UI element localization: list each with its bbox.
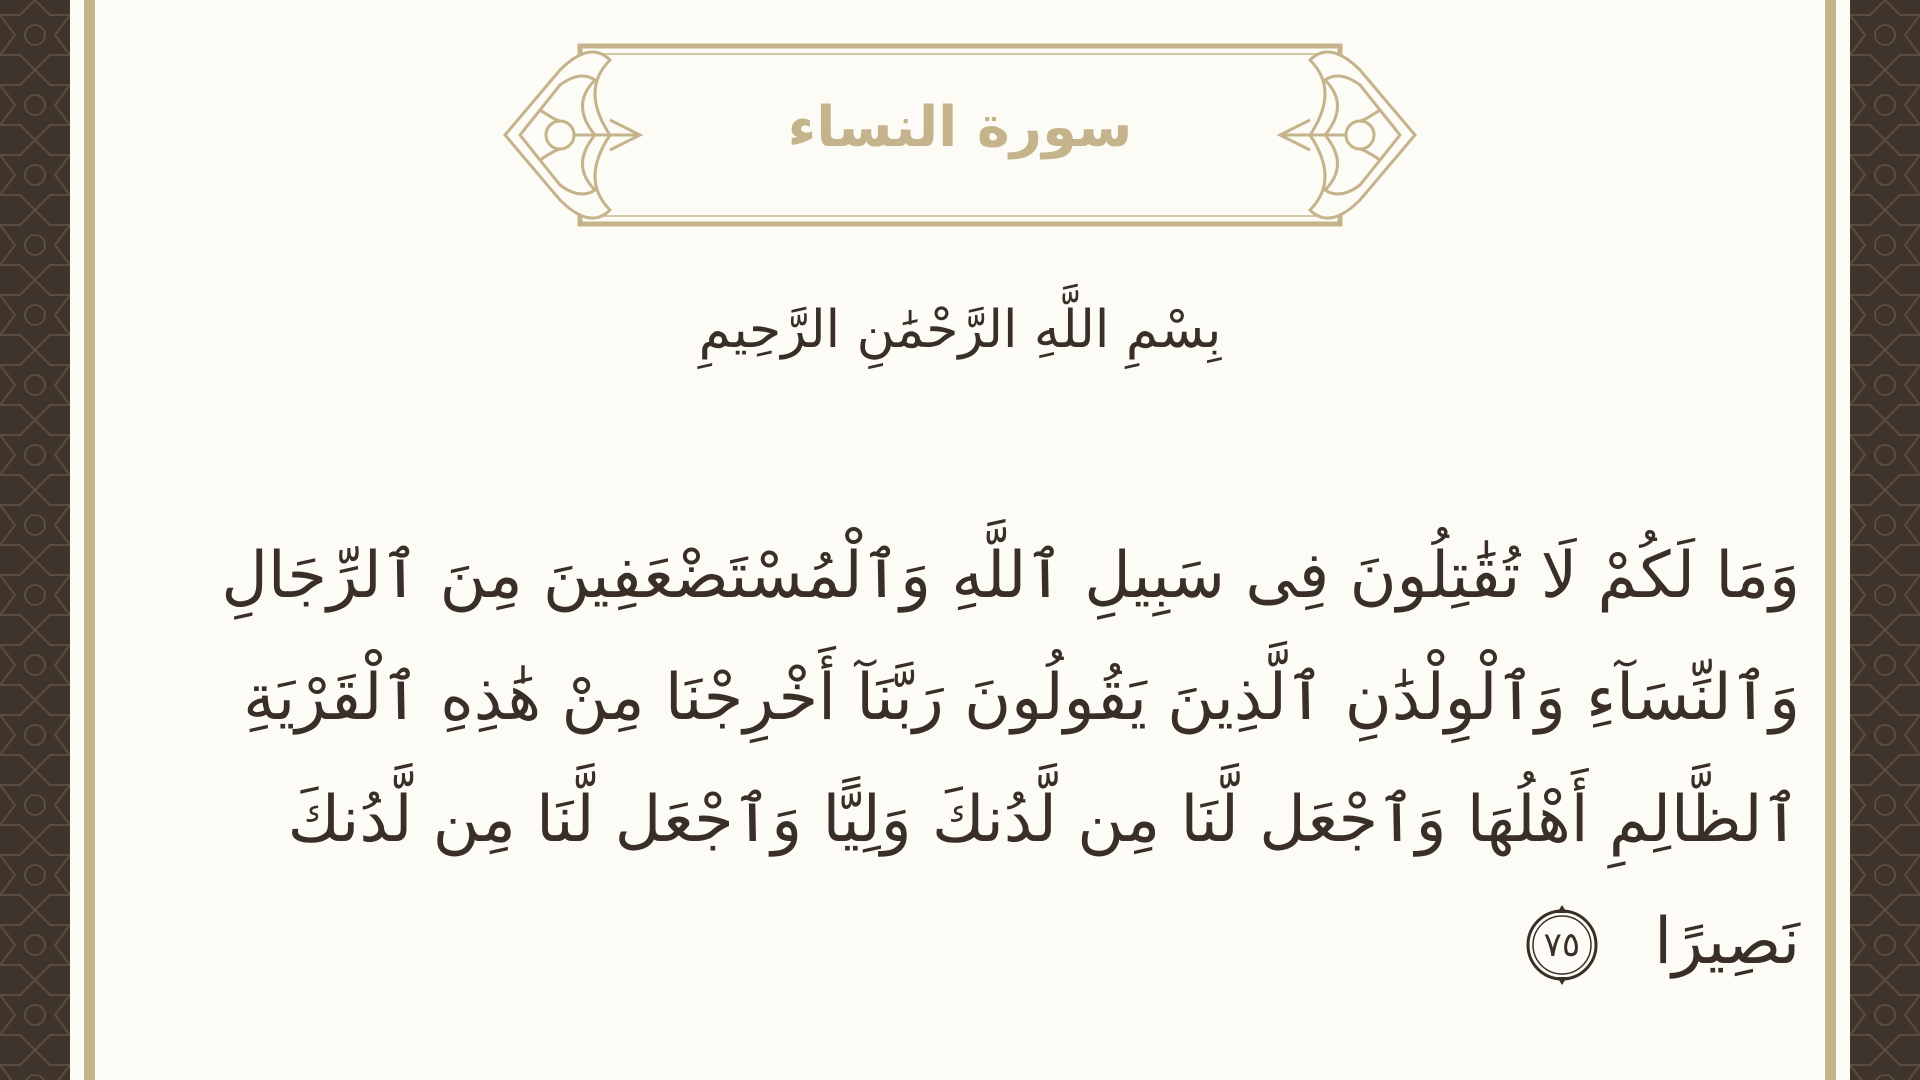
verse-line-last (400, 881, 1800, 1003)
verse-line: ٱلظَّالِمِ أَهْلُهَا وَٱجْعَل لَّنَا مِن لَّدُنكَ وَلِيًّا وَٱجْعَل لَّنَا مِن لَّدُنكَ (287, 783, 1800, 857)
surah-header-banner (500, 40, 1420, 230)
verse-line: وَمَا لَكُمْ لَا تُقَٰتِلُونَ فِى سَبِيلِ ٱللَّهِ وَٱلْمُسْتَضْعَفِينَ مِنَ ٱلرِّجَالِ (221, 539, 1800, 613)
ayah-number: ٧٥ (1543, 925, 1581, 966)
left-gold-rule (84, 0, 95, 1080)
verse-text (221, 515, 1800, 1003)
right-inner-gap (1836, 0, 1850, 1080)
left-inner-gap (70, 0, 84, 1080)
ayah-end-marker (1520, 903, 1604, 987)
basmala: بِسْمِ اللَّهِ الرَّحْمَٰنِ الرَّحِيمِ (698, 300, 1222, 360)
geometric-pattern-icon (0, 0, 70, 1080)
geometric-pattern-icon (1850, 0, 1920, 1080)
right-pattern-border (1850, 0, 1920, 1080)
left-pattern-border (0, 0, 70, 1080)
verse-line: وَٱلنِّسَآءِ وَٱلْوِلْدَٰنِ ٱلَّذِينَ يَقُولُونَ رَبَّنَآ أَخْرِجْنَا مِنْ هَٰذِهِ ٱلْقَرْيَةِ (243, 661, 1800, 735)
surah-title: سورة النساء (787, 95, 1133, 160)
verse-line-text: نَصِيرًا (1654, 905, 1800, 979)
right-gold-rule (1825, 0, 1836, 1080)
